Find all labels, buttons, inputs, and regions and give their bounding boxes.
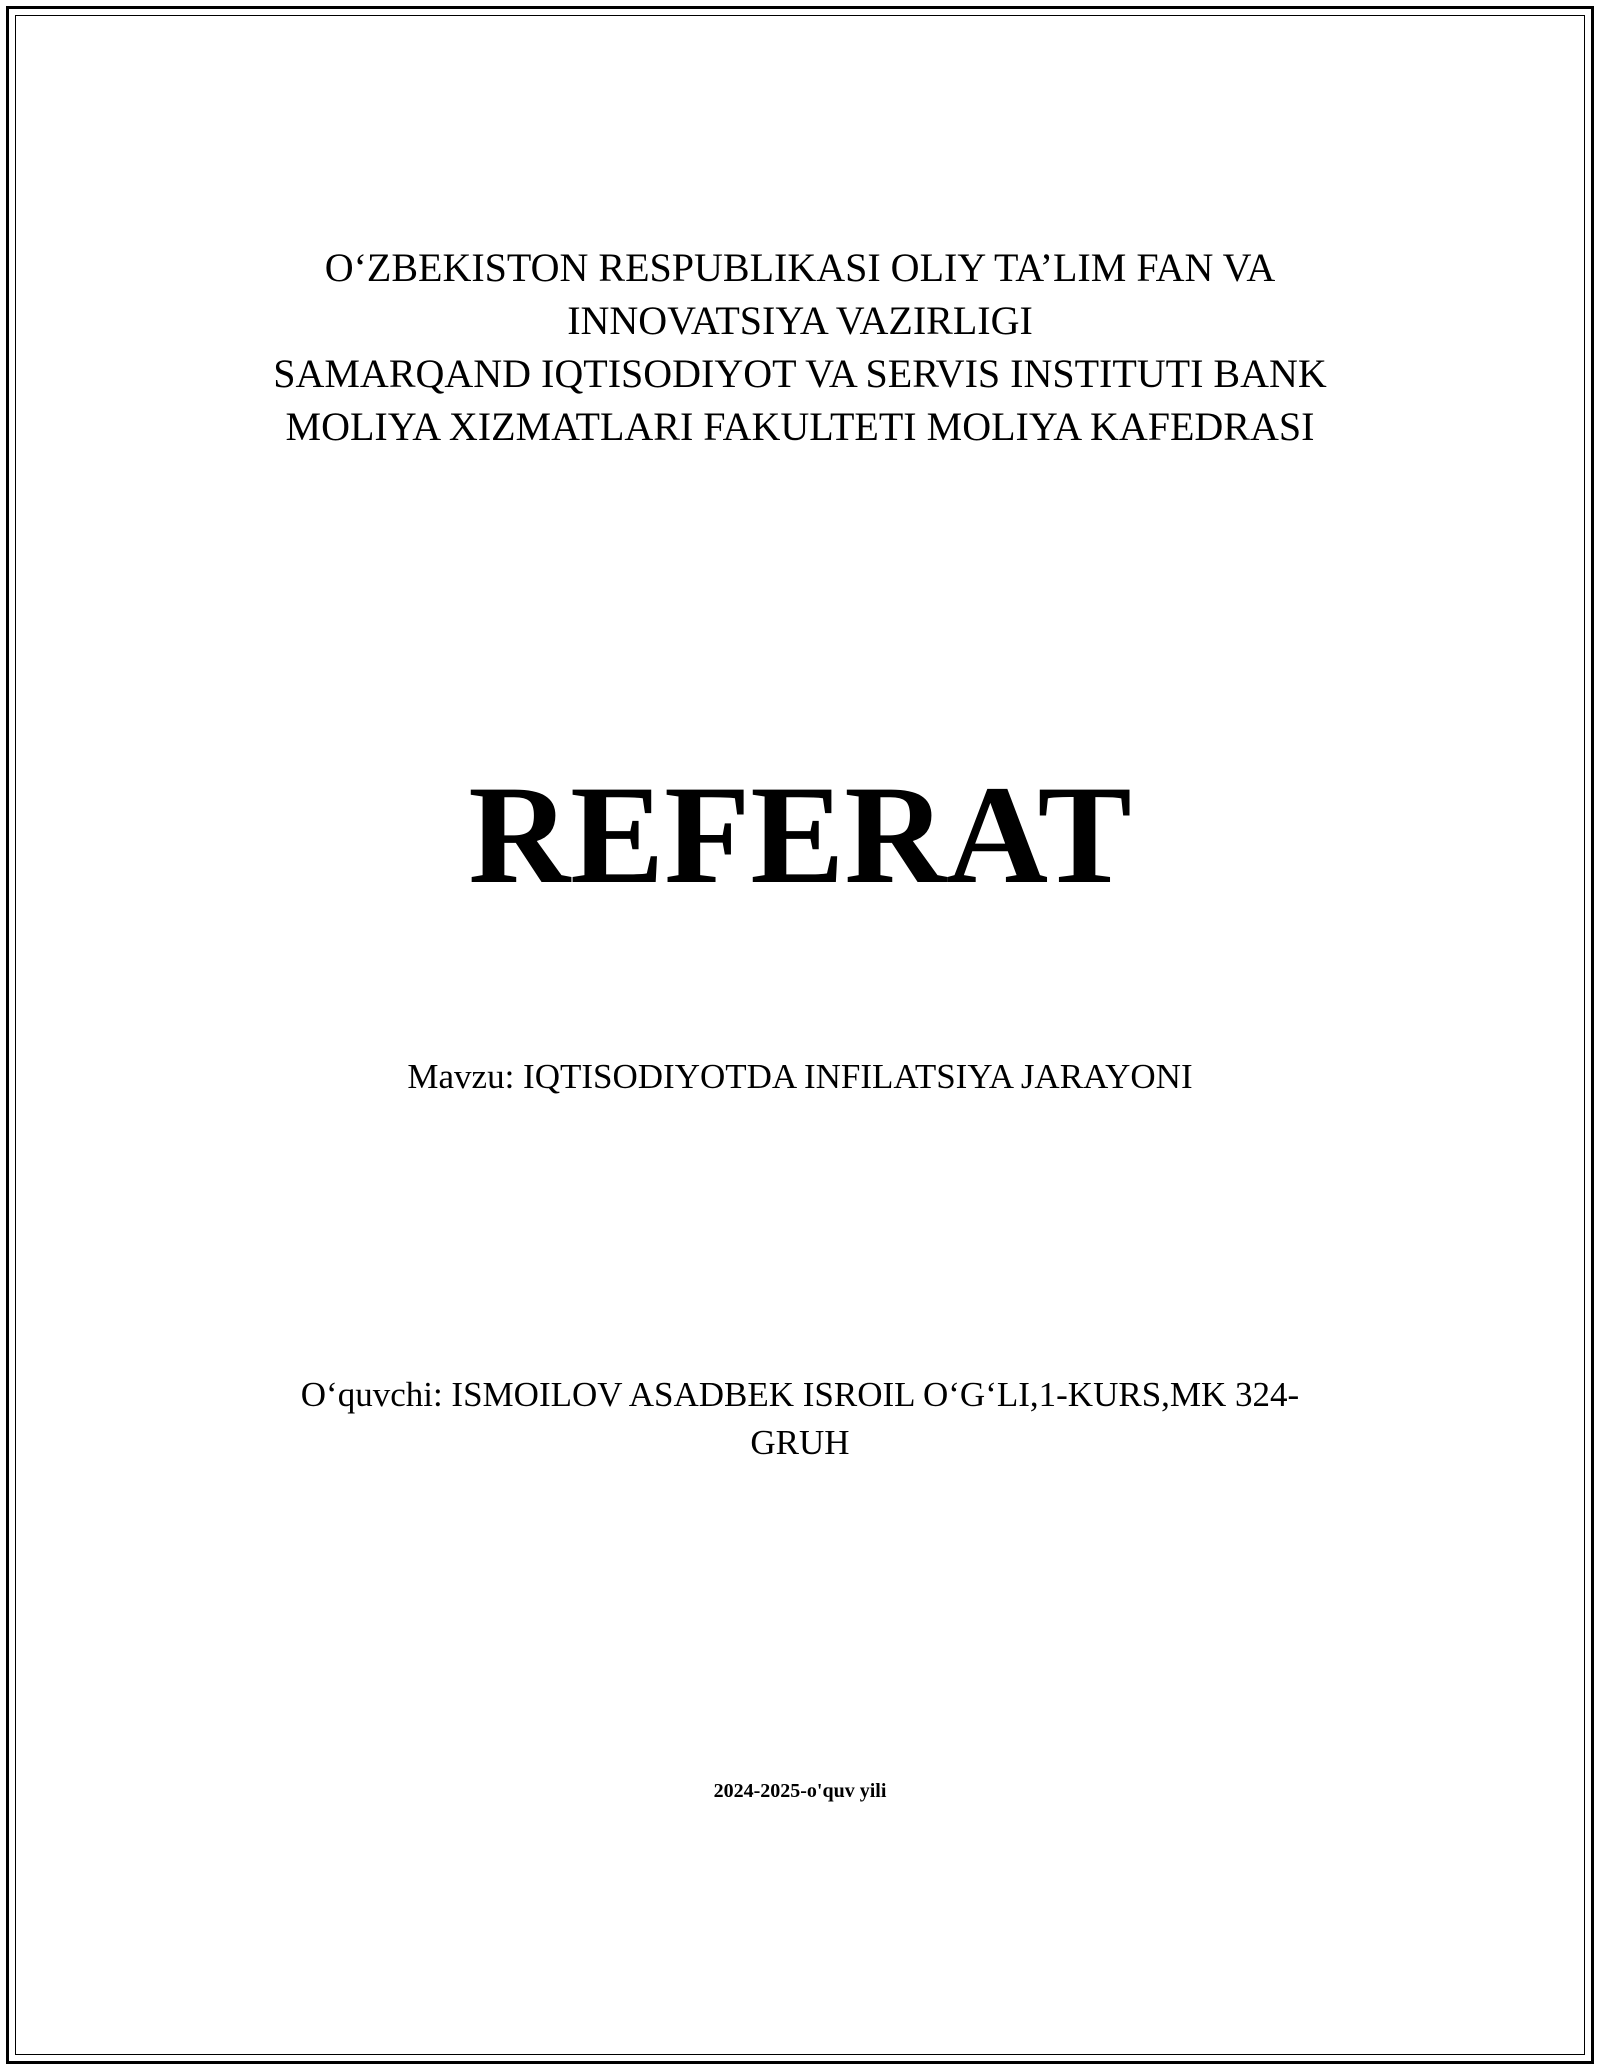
student-line-name: O‘quvchi: ISMOILOV ASADBEK ISROIL O‘G‘LI,1-KURS,MK 324- <box>300 1375 1300 1414</box>
student-info <box>0 1371 1600 1467</box>
header-line-ministry: O‘ZBEKISTON RESPUBLIKASI OLIY TA’LIM FAN VA <box>324 245 1276 290</box>
institution-header <box>0 241 1600 453</box>
header-line-ministry-cont: INNOVATSIYA VAZIRLIGI <box>567 298 1033 343</box>
document-title: REFERAT <box>468 757 1132 913</box>
academic-year: 2024-2025-o'quv yili <box>713 1780 887 1802</box>
header-line-institute: SAMARQAND IQTISODIYOT VA SERVIS INSTITUTI BANK <box>273 351 1327 396</box>
topic-line: Mavzu: IQTISODIYOTDA INFILATSIYA JARAYONI <box>407 1057 1193 1096</box>
header-line-faculty: MOLIYA XIZMATLARI FAKULTETI MOLIYA KAFEDRASI <box>285 404 1315 449</box>
student-line-group: GRUH <box>750 1423 850 1462</box>
